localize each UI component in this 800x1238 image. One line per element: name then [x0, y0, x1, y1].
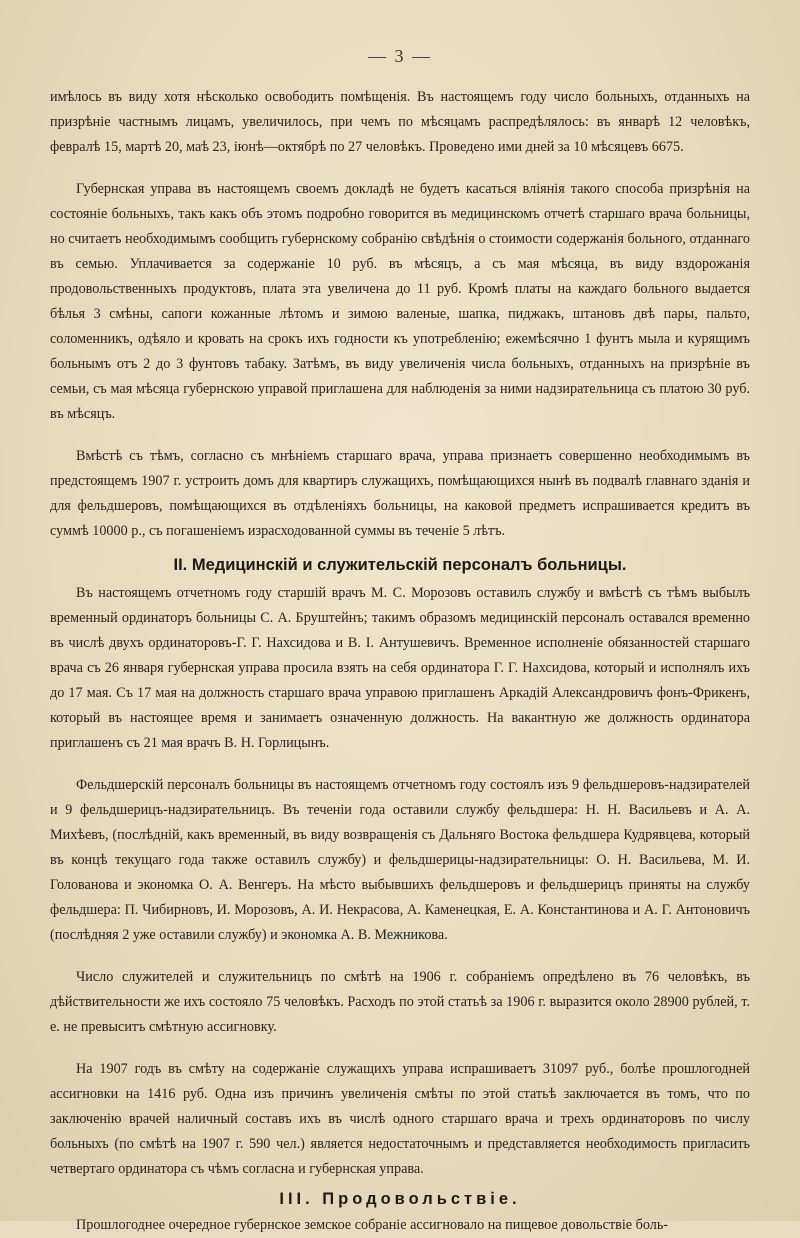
paragraph-budget-1907: На 1907 годъ въ смѣту на содержаніе служащихъ управа испрашиваетъ 31097 руб., болѣе прошлогодней ассигновки на 1416 руб. Одна изъ причинъ увеличенія смѣты по этой статьѣ заключается въ томъ, что по заключенію врачей наличный составъ ихъ въ числѣ одного старшаго врача и трехъ ординаторовъ по числу больныхъ (по смѣтѣ на 1907 г. 590 чел.) является недостаточнымъ и представляется необходимость пригласить четвертаго ординатора съ чѣмъ согласна и губернская управа. — [50, 1061, 750, 1177]
paragraph-medical-staff: Въ настоящемъ отчетномъ году старшій врачъ М. С. Морозовъ оставилъ службу и вмѣстѣ съ тѣмъ выбылъ временный ординаторъ больницы С. А. Бруштейнъ; такимъ образомъ медицинскій персоналъ оставался временно въ числѣ двухъ ординаторовъ-Г. Г. Нахсидова и В. І. Антушевичъ. Временное исполненіе обязанностей старшаго врача съ 26 января губернская управа просила взять на себя ординатора Г. Г. Нахсидова, который и исполнялъ ихъ до 17 мая. Съ 17 мая на должность старшаго врача управою приглашенъ Аркадій Александровичъ фонъ-Фрикенъ, который въ настоящее время и занимаетъ означенную должность. На вакантную же должность ординатора приглашенъ съ 21 мая врачъ В. Н. Горлицынъ. — [50, 585, 750, 751]
paragraph-gap — [50, 427, 750, 444]
page-number: — 3 — — [368, 46, 432, 66]
paragraph-gap — [50, 756, 750, 773]
paragraph-servants-count: Число служителей и служительницъ по смѣтѣ на 1906 г. собраніемъ опредѣлено въ 76 человѣкъ, въ дѣйствительности же ихъ состояло 75 человѣкъ. Расходъ по этой статьѣ за 1906 г. выразится около 28900 рублей, т. е. не превыситъ смѣтную ассигновку. — [50, 969, 750, 1035]
section-heading-provisions: III. Продовольствіе. — [279, 1190, 521, 1208]
paragraph-gap — [50, 1040, 750, 1057]
paragraph-gap — [50, 160, 750, 177]
paragraph-provisions: Прошлогоднее очередное губернское земское собраніе ассигновало на пищевое довольствіе боль- — [76, 1217, 669, 1233]
section-heading-personnel: II. Медицинскій и служительскій персоналъ больницы. — [173, 556, 627, 574]
paragraph-feldsher-staff: Фельдшерскій персоналъ больницы въ настоящемъ отчетномъ году состоялъ изъ 9 фельдшеровъ-надзирателей и 9 фельдшерицъ-надзирательницъ. Въ теченіи года оставили службу фельдшера: Н. Н. Васильевъ и А. А. Михѣевъ, (послѣдній, какъ временный, въ виду возвращенія съ Дальняго Востока фельдшера Кудрявцева, который въ концѣ текущаго года также оставилъ службу) и фельдшерицы-надзирательницы: О. Н. Васильева, М. И. Голованова и экономка О. А. Венгеръ. На мѣсто выбывшихъ фельдшеровъ и фельдшерицъ приняты на службу фельдшера: П. Чибирновъ, И. Морозовъ, А. И. Некрасова, А. Каменецкая, Е. А. Константинова и А. Г. Антоновичъ (послѣдняя 2 уже оставили службу) и экономка А. В. Межникова. — [50, 777, 750, 943]
paragraph-intro-continued: имѣлось въ виду хотя нѣсколько освободить помѣщенія. Въ настоящемъ году число больныхъ, отданныхъ на призрѣніе частнымъ лицамъ, увеличилось, при чемъ по мѣсяцамъ распредѣлялось: въ январѣ 12 человѣкъ, февралѣ 15, мартѣ 20, маѣ 23, іюнѣ—октябрѣ по 27 человѣкъ. Проведено ими дней за 10 мѣсяцевъ 6675. — [50, 89, 750, 155]
paragraph-upkeep-cost: Губернская управа въ настоящемъ своемъ докладѣ не будетъ касаться вліянія такого способа призрѣнія на состояніе больныхъ, такъ какъ объ этомъ подробно говорится въ медицинскомъ отчетѣ старшаго врача больницы, но считаетъ необходимымъ сообщить губернскому собранію свѣдѣнія о стоимости содержанія больного, отданнаго въ семью. Уплачивается за содержаніе 10 руб. въ мѣсяцъ, а съ мая мѣсяца, въ виду вздорожанія продовольственныхъ продуктовъ, плата эта увеличена до 11 руб. Кромѣ платы на каждаго больного выдается бѣлья 3 смѣны, сапоги кожанные лѣтомъ и зимою валеные, шапка, пиджакъ, штановъ двѣ пары, пальто, соломенникъ, одѣяло и кровать на срокъ ихъ годности къ употребленію; ежемѣсячно 1 фунтъ мыла и курящимъ больнымъ отъ 2 до 3 фунтовъ табаку. Затѣмъ, въ виду увеличенія числа больныхъ, отданныхъ на призрѣніе въ семьи, съ мая мѣсяца губернскою управой приглашена для наблюденія за ними надзирательница съ платою 30 руб. въ мѣсяцъ. — [50, 181, 750, 422]
paragraph-staff-housing: Вмѣстѣ съ тѣмъ, согласно съ мнѣніемъ старшаго врача, управа признаетъ совершенно необходимымъ въ предстоящемъ 1907 г. устроить домъ для квартиръ служащихъ, помѣщающихся нынѣ въ подвалѣ главнаго зданія и для фельдшеровъ, помѣщающихся въ отдѣленіяхъ больницы, на каковой предметъ испрашивается кредитъ въ суммѣ 10000 р., съ погашеніемъ израсходованной суммы въ теченіе 5 лѣтъ. — [50, 448, 750, 539]
paragraph-gap — [50, 948, 750, 965]
